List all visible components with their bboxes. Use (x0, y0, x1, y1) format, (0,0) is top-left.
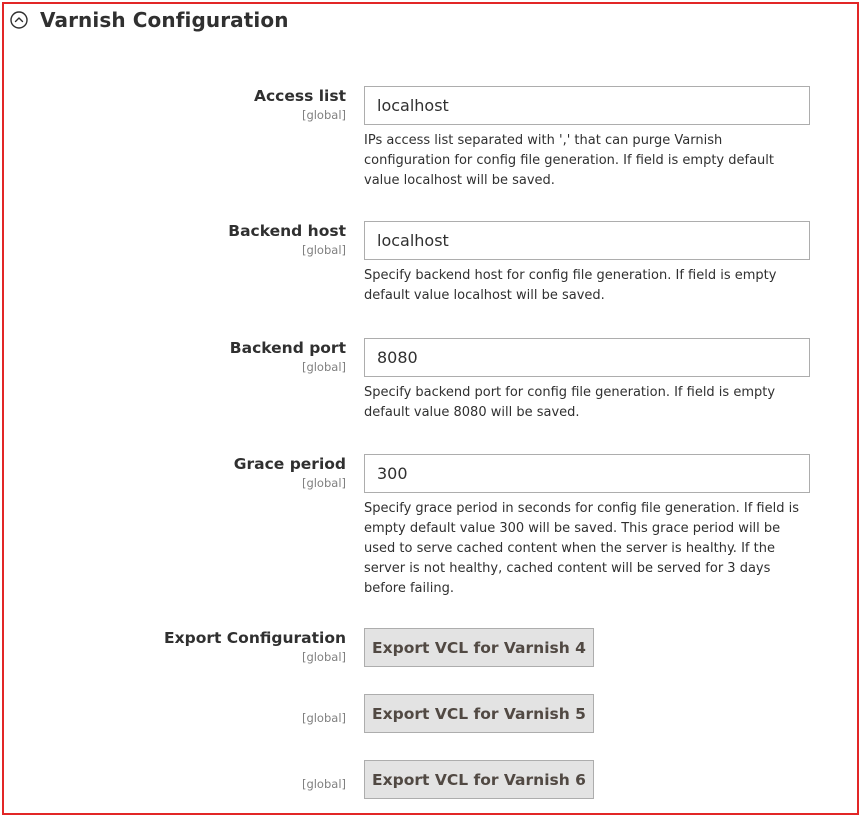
grace-period-note: Specify grace period in seconds for config file generation. If field is empty default value 300 will be saved. This grace period will be used to serve cached content when the server is healthy. If the server is not healthy, cached content will be served for 3 days before failing. (364, 501, 799, 596)
access-list-note: IPs access list separated with ',' that can purge Varnish configuration for config file generation. If field is empty default value localhost will be saved. (364, 133, 775, 188)
chevron-up-circle-icon[interactable] (10, 11, 28, 29)
grace-period-label: Grace period (233, 455, 346, 473)
export-configuration-label: Export Configuration (164, 629, 346, 647)
backend-port-note: Specify backend port for config file generation. If field is empty default value 8080 will be saved. (364, 385, 776, 420)
section-header[interactable] (10, 8, 289, 32)
backend-port-label: Backend port (229, 339, 346, 357)
export-vcl-varnish-5-button[interactable]: Export VCL for Varnish 5 (364, 694, 594, 733)
access-list-input[interactable] (364, 86, 810, 125)
export-varnish-6-scope: [global] (301, 777, 346, 791)
export-varnish-5-scope: [global] (301, 711, 346, 725)
backend-port-input[interactable] (364, 338, 810, 377)
export-vcl-varnish-4-button[interactable]: Export VCL for Varnish 4 (364, 628, 594, 667)
export-vcl-varnish-6-button[interactable]: Export VCL for Varnish 6 (364, 760, 594, 799)
access-list-scope: [global] (301, 108, 346, 122)
backend-host-label: Backend host (228, 222, 346, 240)
export-varnish-4-scope: [global] (301, 650, 346, 664)
backend-host-note: Specify backend host for config file generation. If field is empty default value localhost will be saved. (364, 268, 777, 303)
backend-host-scope: [global] (301, 243, 346, 257)
backend-port-scope: [global] (301, 360, 346, 374)
grace-period-input[interactable] (364, 454, 810, 493)
backend-host-input[interactable] (364, 221, 810, 260)
grace-period-scope: [global] (301, 476, 346, 490)
section-title: Varnish Configuration (40, 8, 289, 32)
access-list-label: Access list (254, 87, 346, 105)
